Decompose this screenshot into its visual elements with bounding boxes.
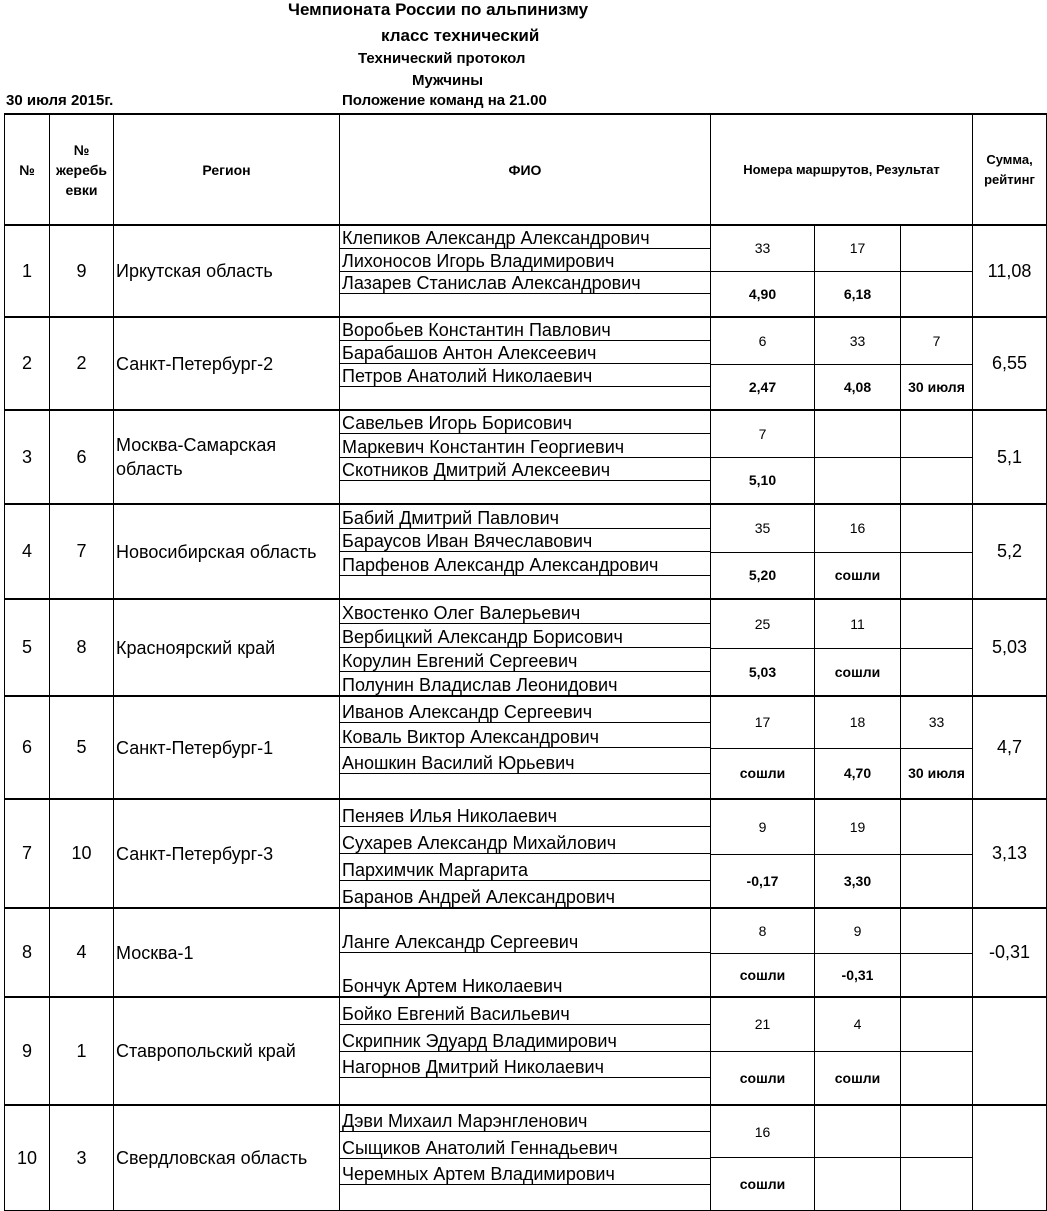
- route-number: 33: [711, 225, 815, 271]
- route-number: 16: [711, 1105, 815, 1158]
- team-region: Санкт-Петербург-1: [114, 696, 340, 799]
- route-number: 21: [711, 997, 815, 1051]
- route-number: 16: [815, 504, 901, 552]
- col-sum-header: Сумма, рейтинг: [973, 114, 1047, 225]
- team-number: 9: [5, 997, 50, 1105]
- results-table: [4, 113, 1047, 1211]
- route-number: 17: [711, 696, 815, 748]
- member-name: Савельев Игорь Борисович: [340, 411, 710, 434]
- member-blank-line: [340, 774, 710, 799]
- draw-number: 10: [50, 799, 114, 908]
- route-result: сошли: [711, 1051, 815, 1105]
- col-draw-header: № жеребь евки: [50, 114, 114, 225]
- member-list: [340, 226, 710, 316]
- route-result: [901, 648, 973, 696]
- route-number: [901, 504, 973, 552]
- team-region: Новосибирская область: [114, 504, 340, 599]
- team-sum: 3,13: [973, 799, 1047, 908]
- route-number: 33: [815, 317, 901, 364]
- member-name: Полунин Владислав Леонидович: [342, 675, 618, 695]
- team-row: [5, 997, 1047, 1051]
- team-members: [340, 997, 711, 1105]
- team-sum: 5,1: [973, 410, 1047, 504]
- member-name: Нагорнов Дмитрий Николаевич: [340, 1052, 710, 1079]
- route-number: 35: [711, 504, 815, 552]
- member-name: Сыщиков Анатолий Геннадьевич: [340, 1132, 710, 1158]
- route-result: 30 июля: [901, 748, 973, 799]
- team-number: 6: [5, 696, 50, 799]
- route-number: 33: [901, 696, 973, 748]
- route-number: 25: [711, 599, 815, 648]
- member-name: Бабий Дмитрий Павлович: [340, 505, 710, 529]
- team-region: Санкт-Петербург-3: [114, 799, 340, 908]
- team-sum: [973, 997, 1047, 1105]
- title-line-3: Технический протокол: [358, 50, 526, 67]
- member-blank-line: [340, 294, 710, 316]
- route-result: 3,30: [815, 854, 901, 908]
- member-name: Лазарев Станислав Александрович: [340, 272, 710, 295]
- route-result: 2,47: [711, 364, 815, 410]
- route-number: 9: [815, 908, 901, 953]
- route-result: сошли: [815, 648, 901, 696]
- member-blank-line: [340, 576, 710, 599]
- draw-number: 3: [50, 1105, 114, 1211]
- team-members: [340, 225, 711, 317]
- member-name: Корулин Евгений Сергеевич: [340, 648, 710, 672]
- team-row: [5, 317, 1047, 364]
- member-name: Лихоносов Игорь Владимирович: [340, 249, 710, 272]
- team-number: 2: [5, 317, 50, 410]
- team-row: [5, 799, 1047, 854]
- status-time: Положение команд на 21.00: [342, 92, 547, 109]
- route-number: [901, 1105, 973, 1158]
- route-result: 30 июля: [901, 364, 973, 410]
- team-region: Иркутская область: [114, 225, 340, 317]
- route-number: [901, 410, 973, 457]
- team-members: [340, 799, 711, 908]
- member-name: Дэви Михаил Марэнгленович: [340, 1106, 710, 1132]
- table-header-row: [5, 114, 1047, 225]
- member-name: Бараусов Иван Вячеславович: [340, 529, 710, 553]
- member-name: Скотников Дмитрий Алексеевич: [340, 458, 710, 481]
- draw-number: 8: [50, 599, 114, 696]
- team-sum: 5,2: [973, 504, 1047, 599]
- team-number: 1: [5, 225, 50, 317]
- route-number: [901, 908, 973, 953]
- route-result: сошли: [815, 1051, 901, 1105]
- route-number: [901, 225, 973, 271]
- route-result: [901, 1158, 973, 1211]
- team-members: [340, 599, 711, 696]
- draw-number: 2: [50, 317, 114, 410]
- member-name: Петров Анатолий Николаевич: [340, 364, 710, 387]
- team-row: [5, 908, 1047, 953]
- route-result: [901, 457, 973, 504]
- member-blank-line: [340, 1078, 710, 1104]
- member-list: [340, 697, 710, 798]
- route-result: -0,17: [711, 854, 815, 908]
- member-list: [340, 318, 710, 409]
- route-number: 7: [901, 317, 973, 364]
- team-row: [5, 1105, 1047, 1158]
- member-name: Иванов Александр Сергеевич: [340, 697, 710, 723]
- team-members: [340, 504, 711, 599]
- team-sum: 4,7: [973, 696, 1047, 799]
- team-row: [5, 504, 1047, 552]
- member-name: Пеняев Илья Николаевич: [340, 800, 710, 827]
- team-number: 3: [5, 410, 50, 504]
- route-number: 9: [711, 799, 815, 854]
- member-list: [340, 909, 710, 996]
- member-name: Воробьев Константин Павлович: [340, 318, 710, 341]
- title-line-4: Мужчины: [412, 72, 484, 89]
- member-list: [340, 998, 710, 1104]
- member-blank-line: [340, 1185, 710, 1210]
- team-sum: [973, 1105, 1047, 1211]
- team-region: Свердловская область: [114, 1105, 340, 1211]
- team-region: Москва-Самарская область: [114, 410, 340, 504]
- member-name: Аношкин Василий Юрьевич: [340, 748, 710, 774]
- protocol-date: 30 июля 2015г.: [6, 92, 114, 109]
- route-result: сошли: [711, 1158, 815, 1211]
- member-list: [340, 411, 710, 503]
- team-members: [340, 317, 711, 410]
- team-row: [5, 599, 1047, 648]
- route-result: [815, 1158, 901, 1211]
- route-result: 6,18: [815, 271, 901, 317]
- member-blank-line: [340, 387, 710, 409]
- team-sum: 11,08: [973, 225, 1047, 317]
- route-number: [901, 997, 973, 1051]
- member-blank-line: [340, 481, 710, 503]
- col-routes-header: Номера маршрутов, Результат: [711, 114, 973, 225]
- route-result: сошли: [711, 748, 815, 799]
- route-number: [901, 799, 973, 854]
- member-name: Скрипник Эдуард Владимирович: [340, 1025, 710, 1052]
- col-region-header: Регион: [114, 114, 340, 225]
- team-number: 10: [5, 1105, 50, 1211]
- team-number: 4: [5, 504, 50, 599]
- route-number: 4: [815, 997, 901, 1051]
- route-result: [901, 1051, 973, 1105]
- route-result: сошли: [711, 953, 815, 997]
- title-line-2: класс технический: [381, 26, 540, 45]
- draw-number: 7: [50, 504, 114, 599]
- route-result: 4,08: [815, 364, 901, 410]
- route-number: 19: [815, 799, 901, 854]
- route-number: 11: [815, 599, 901, 648]
- team-number: 7: [5, 799, 50, 908]
- route-number: 7: [711, 410, 815, 457]
- draw-number: 5: [50, 696, 114, 799]
- team-row: [5, 225, 1047, 271]
- route-number: 17: [815, 225, 901, 271]
- team-sum: 6,55: [973, 317, 1047, 410]
- route-result: -0,31: [815, 953, 901, 997]
- route-result: сошли: [815, 552, 901, 599]
- member-list: [340, 600, 710, 695]
- draw-number: 1: [50, 997, 114, 1105]
- team-members: [340, 696, 711, 799]
- draw-number: 9: [50, 225, 114, 317]
- member-name: Бончук Артем Николаевич: [342, 976, 563, 996]
- route-result: [901, 271, 973, 317]
- col-num-header: №: [5, 114, 50, 225]
- route-number: [901, 599, 973, 648]
- route-result: 5,20: [711, 552, 815, 599]
- member-name: Маркевич Константин Георгиевич: [340, 434, 710, 457]
- team-sum: -0,31: [973, 908, 1047, 997]
- route-number: 8: [711, 908, 815, 953]
- team-number: 5: [5, 599, 50, 696]
- route-number: [815, 410, 901, 457]
- team-row: [5, 410, 1047, 457]
- team-members: [340, 1105, 711, 1211]
- route-result: [815, 457, 901, 504]
- team-members: [340, 908, 711, 997]
- draw-number: 4: [50, 908, 114, 997]
- draw-number: 6: [50, 410, 114, 504]
- route-result: [901, 953, 973, 997]
- route-number: 18: [815, 696, 901, 748]
- member-list: [340, 505, 710, 598]
- route-result: 5,03: [711, 648, 815, 696]
- route-number: 6: [711, 317, 815, 364]
- member-name: Коваль Виктор Александрович: [340, 723, 710, 749]
- team-region: Красноярский край: [114, 599, 340, 696]
- member-name: Сухарев Александр Михайлович: [340, 827, 710, 854]
- route-number: [815, 1105, 901, 1158]
- member-name: Клепиков Александр Александрович: [340, 226, 710, 249]
- member-name: Бойко Евгений Васильевич: [340, 998, 710, 1025]
- team-members: [340, 410, 711, 504]
- title-line-1: Чемпионата России по альпинизму: [288, 0, 589, 19]
- team-region: Ставропольский край: [114, 997, 340, 1105]
- member-name: Пархимчик Маргарита: [340, 854, 710, 881]
- route-result: 5,10: [711, 457, 815, 504]
- member-name: Хвостенко Олег Валерьевич: [340, 600, 710, 624]
- team-row: [5, 696, 1047, 748]
- member-name: Парфенов Александр Александрович: [340, 552, 710, 576]
- team-sum: 5,03: [973, 599, 1047, 696]
- col-fio-header: ФИО: [340, 114, 711, 225]
- member-name: Вербицкий Александр Борисович: [340, 624, 710, 648]
- member-list: [340, 800, 710, 907]
- team-number: 8: [5, 908, 50, 997]
- member-name: Черемных Артем Владимирович: [340, 1159, 710, 1185]
- route-result: [901, 854, 973, 908]
- member-name: Ланге Александр Сергеевич: [340, 909, 710, 953]
- team-region: Москва-1: [114, 908, 340, 997]
- member-name: Баранов Андрей Александрович: [342, 887, 615, 907]
- route-result: [901, 552, 973, 599]
- member-name: Барабашов Антон Алексеевич: [340, 341, 710, 364]
- route-result: 4,70: [815, 748, 901, 799]
- member-list: [340, 1106, 710, 1210]
- team-region: Санкт-Петербург-2: [114, 317, 340, 410]
- route-result: 4,90: [711, 271, 815, 317]
